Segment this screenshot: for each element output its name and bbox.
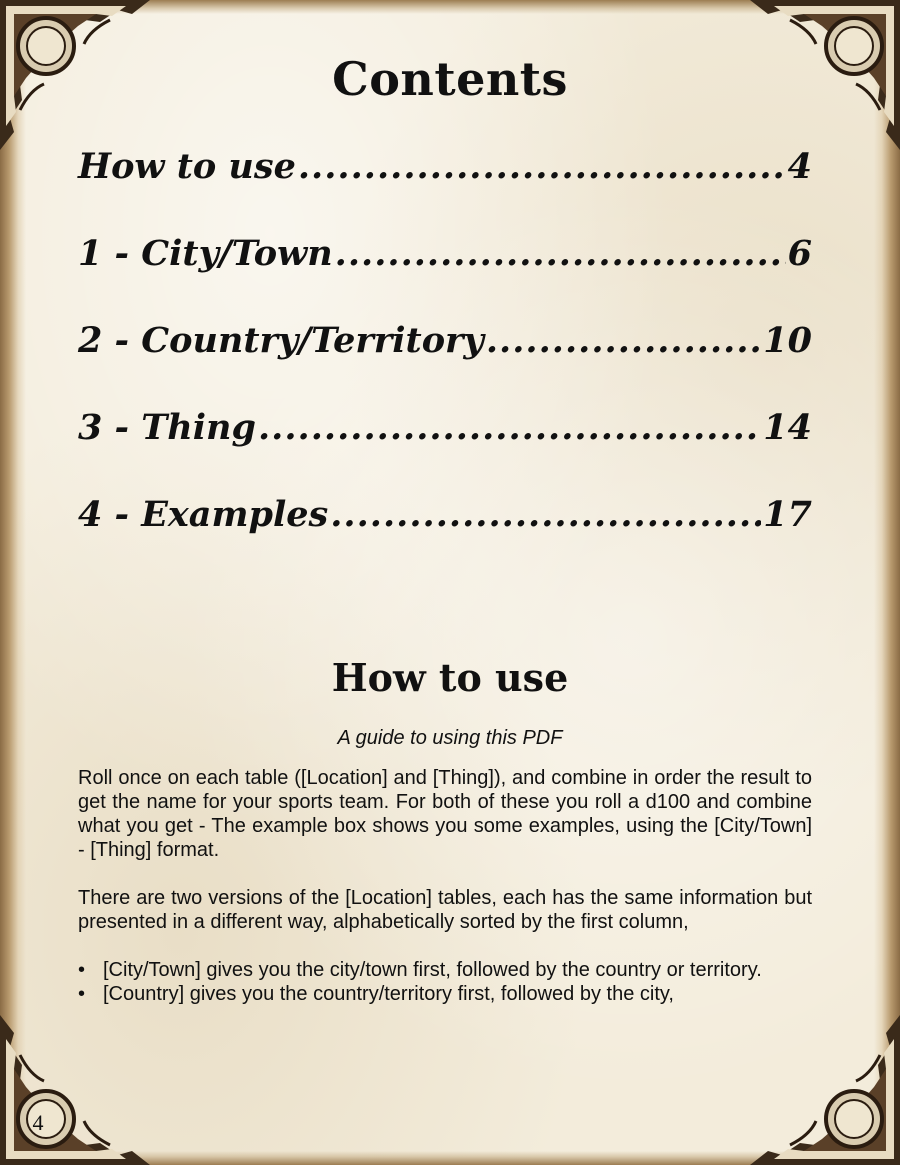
body-paragraph: There are two versions of the [Location] tables, each has the same information but presented in a different way, alphabetically sorted by the first column, bbox=[78, 887, 812, 933]
toc-entry-city-town[interactable] bbox=[78, 233, 812, 320]
toc-entry-page: 14 bbox=[763, 407, 812, 448]
toc-entry-page: 17 bbox=[763, 494, 812, 535]
toc-entry-label: How to use bbox=[78, 146, 296, 187]
toc-leader-dots bbox=[258, 407, 761, 448]
bullet-item: • [City/Town] gives you the city/town first, followed by the country or territory. bbox=[78, 958, 812, 982]
toc-entry-label: 2 - Country/Territory bbox=[78, 320, 484, 361]
toc-leader-dots bbox=[298, 146, 786, 187]
table-of-contents bbox=[78, 146, 812, 581]
body-paragraph: Roll once on each table ([Location] and [Thing]), and combine in order the result to get the name for your sports team. For both of these you roll a d100 and combine what you get - The example box shows you some examples, using the [City/Town] - [Thing] format. bbox=[78, 767, 812, 861]
toc-entry-label: 3 - Thing bbox=[78, 407, 256, 448]
how-to-use-body bbox=[78, 766, 812, 1006]
toc-entry-page: 4 bbox=[787, 146, 812, 187]
toc-entry-page: 10 bbox=[763, 320, 812, 361]
toc-entry-examples[interactable] bbox=[78, 494, 812, 581]
ornament-corner-icon bbox=[0, 1015, 150, 1165]
ornament-corner-icon bbox=[750, 1015, 900, 1165]
bullet-item: • [Country] gives you the country/territory first, followed by the city, bbox=[78, 982, 812, 1006]
toc-entry-page: 6 bbox=[787, 233, 812, 274]
how-to-use-heading: How to use bbox=[331, 655, 569, 700]
toc-entry-how-to-use[interactable] bbox=[78, 146, 812, 233]
toc-leader-dots bbox=[486, 320, 761, 361]
toc-entry-label: 1 - City/Town bbox=[78, 233, 333, 274]
toc-entry-thing[interactable] bbox=[78, 407, 812, 494]
how-to-use-subtitle: A guide to using this PDF bbox=[337, 727, 563, 749]
toc-leader-dots bbox=[330, 494, 761, 535]
contents-title: Contents bbox=[332, 52, 568, 106]
bullet-list bbox=[78, 958, 812, 1006]
page-edge-left bbox=[0, 0, 26, 1165]
page-number: 4 bbox=[32, 1110, 44, 1135]
toc-leader-dots bbox=[335, 233, 786, 274]
toc-entry-label: 4 - Examples bbox=[78, 494, 329, 535]
page-edge-right bbox=[874, 0, 900, 1165]
toc-entry-country-territory[interactable] bbox=[78, 320, 812, 407]
